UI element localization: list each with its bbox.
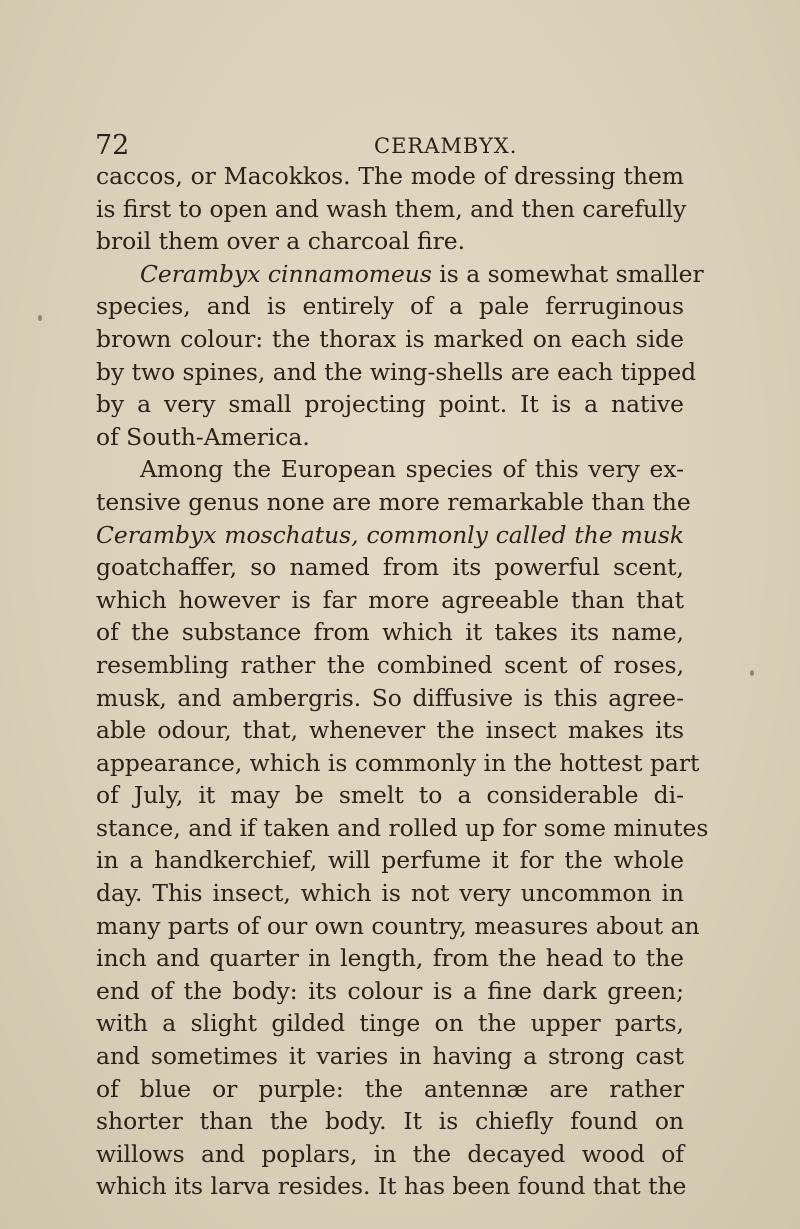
text-line: end of the body: its colour is a fine dark green; [96,976,684,1005]
text-line: appearance, which is commonly in the hottest part [96,748,700,777]
text-line: and sometimes it varies in having a strong cast [96,1042,684,1071]
text-line: caccos, or Macokkos. The mode of dressing them [96,162,684,190]
paper-speck [38,315,42,321]
text-line: of blue or purple: the antennæ are rather [96,1074,684,1103]
text-line: day. This insect, which is not very uncommon in [96,879,684,908]
text-line: tensive genus none are more remarkable than the [96,487,691,516]
text-line: shorter than the body. It is chiefly found on [96,1107,684,1136]
text-line [96,519,684,552]
text-line: able odour, that, whenever the insect makes its [96,716,684,745]
text-line: which its larva resides. It has been found that the [96,1172,687,1201]
text-line: broil them over a charcoal fire. [96,227,466,256]
text-line: in a handkerchief, will perfume it for the whole [96,846,684,875]
running-head: CERAMBYX. [374,134,518,158]
genus-name-italic: Cerambyx [96,520,217,549]
text-line: many parts of our own country, measures about an [96,911,700,940]
text-line: stance, and if taken and rolled up for some minutes [96,813,709,842]
text-line: of July, it may be smelt to a considerable di- [96,781,684,810]
text-line: goatchaffer, so named from its powerful scent, [96,553,684,582]
text-line: which however is far more agreeable than that [96,585,684,614]
text-line [96,258,704,291]
text-line: inch and quarter in length, from the head to the [96,944,684,973]
text-line: of the substance from which it takes its name, [96,618,684,647]
text-line: by two spines, and the wing-shells are each tipped [96,357,697,386]
text-line: resembling rather the combined scent of roses, [96,650,684,679]
body-text [96,160,709,1203]
text-line: of South-America. [96,422,310,451]
text-line: willows and poplars, in the decayed wood of [96,1139,684,1168]
text-fragment: is a somewhat smaller [431,259,704,288]
page-number: 72 [95,130,130,161]
text-line: is first to open and wash them, and then carefully [96,194,687,223]
species-epithet-italic: moschatus, commonly called the musk [224,520,684,549]
paper-speck [750,670,754,676]
text-line: brown colour: the thorax is marked on each side [96,324,684,353]
text-line: with a slight gilded tinge on the upper parts, [96,1009,684,1038]
text-line: by a very small projecting point. It is a native [96,390,684,419]
text-line: species, and is entirely of a pale ferruginous [96,292,684,321]
species-name-italic: Cerambyx cinnamomeus [140,259,432,288]
text-line: musk, and ambergris. So diffusive is this agree- [96,683,684,712]
text-line: Among the European species of this very ex- [140,455,684,484]
